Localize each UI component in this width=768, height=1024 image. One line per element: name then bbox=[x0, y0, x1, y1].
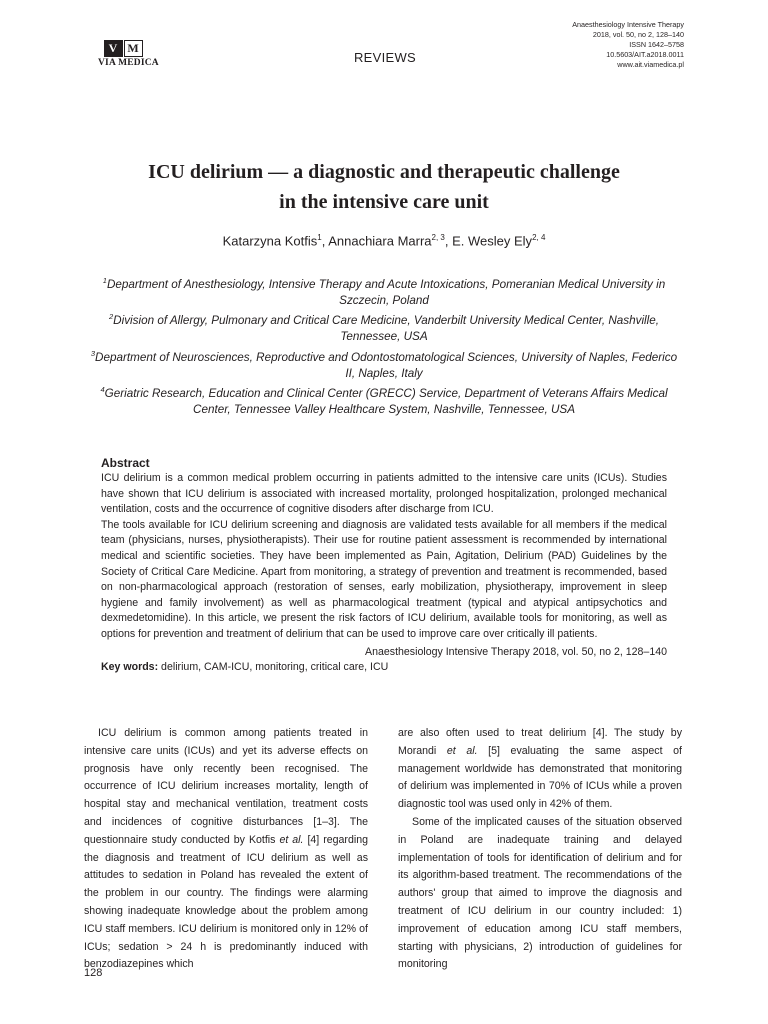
affiliation-text: Department of Neurosciences, Reproductive and Odontostomatological Sciences, University of Naples, Federico II, Naples, Italy bbox=[95, 350, 678, 380]
affiliation-text: Division of Allergy, Pulmonary and Critical Care Medicine, Vanderbilt University Medical Center, Nashville, Tennessee, USA bbox=[113, 314, 660, 344]
affiliation-item bbox=[86, 273, 682, 309]
journal-volume: 2018, vol. 50, no 2, 128–140 bbox=[592, 30, 684, 39]
author-affil-sup: 2, 3 bbox=[431, 233, 445, 242]
body-column-left bbox=[84, 725, 368, 974]
abstract-block bbox=[101, 455, 667, 676]
affiliation-item bbox=[86, 346, 682, 382]
logo-mark bbox=[98, 40, 148, 57]
body-paragraph: Some of the implicated causes of the situation observed in Poland are inadequate training and delayed implementation of tools for identification of delirium and for its algorithm-based treatment. The recommendations of the authors' group that aimed to improve the diagnosis and treatment of ICU delirium in our country included: 1) improvement of education among ICU staff members, starting with physicians, 2) introduction of guidelines for monitoring bbox=[398, 815, 682, 971]
journal-issn: ISSN 1642–5758 bbox=[629, 40, 684, 49]
body-text: are also often used to treat delirium [4]. The study by Morandi bbox=[398, 727, 682, 757]
affiliation-sup: 3 bbox=[90, 348, 96, 358]
affiliation-item bbox=[86, 382, 682, 418]
page-number: 128 bbox=[84, 967, 103, 979]
body-text: [4] regarding the diagnosis and treatment of ICU delirium as well as attitudes to sedation in Poland has revealed the extent of the problem in our country. The findings were alarming showing inadequate knowledge about the problem among ICU staff members. ICU delirium is monitored only in 12% of ICUs; sedation > 24 h is predominantly induced with benzodiazepines which bbox=[84, 833, 368, 971]
author-affil-sup: 2, 4 bbox=[532, 233, 546, 242]
affiliation-text: Geriatric Research, Education and Clinical Center (GRECC) Service, Department of Veterans Affairs Medical Center, Tennessee Valley Healthcare System, Nashville, Tennessee, USA bbox=[104, 386, 668, 416]
body-paragraph bbox=[398, 725, 682, 814]
title-line-1: ICU delirium — a diagnostic and therapeutic challenge bbox=[148, 161, 620, 183]
body-text: ICU delirium is common among patients treated in intensive care units (ICUs) and yet its adverse effects on prognosis have only recently been recognised. The occurrence of ICU delirium increases mortality, length of hospital stay and mechanical ventilation, treatment costs and incidences of cognitive disturbances [1–3]. The questionnaire study conducted by Kotfis bbox=[84, 727, 368, 846]
article-title bbox=[80, 157, 688, 217]
body-italic: et al. bbox=[279, 833, 304, 846]
abstract-paragraph-1: ICU delirium is a common medical problem occurring in patients admitted to the intensive care units (ICUs). Studies have shown that ICU delirium is associated with increased mortality, prolonged hospitalization, prolonged mechanical ventilation, costs and the occurrence of cognitive disoders after discharge from ICU. bbox=[101, 472, 667, 516]
logo-letter-v: V bbox=[104, 40, 123, 57]
author-name: E. Wesley Ely bbox=[452, 233, 533, 249]
author-name: Katarzyna Kotfis bbox=[222, 233, 318, 249]
journal-name: Anaesthesiology Intensive Therapy bbox=[572, 20, 684, 29]
journal-info bbox=[572, 20, 684, 70]
keywords-label: Key words: bbox=[101, 661, 159, 674]
body-text: [5] evaluating the same aspect of management worldwide has demonstrated that monitoring of delirium was implemented in 70% of ICUs while a proven diagnostic tool was used only in 42% of them. bbox=[398, 744, 683, 811]
body-italic: et al. bbox=[446, 744, 478, 757]
journal-doi: 10.5603/AIT.a2018.0011 bbox=[606, 50, 684, 59]
abstract-citation: Anaesthesiology Intensive Therapy 2018, vol. 50, no 2, 128–140 bbox=[365, 645, 667, 658]
body-column-right bbox=[398, 725, 682, 974]
abstract-heading: Abstract bbox=[101, 456, 150, 470]
abstract-paragraph-2: The tools available for ICU delirium screening and diagnosis are validated tests available for all members if the medical team (physicians, nurses, physiotherapists). Their use for routine patient assessment is recommended by international medical and scientific societies. They have been implemented as Pain, Agitation, Delirium (PAD) Guidelines by the Society of Critical Care Medicine. Apart from monitoring, a strategy of prevention and treatment is recommended, based on non-pharmacological approach (restoration of senses, early mobilization, physiotherapy, improvement in sleep hygiene and family involvement) as well as pharmacological treatment (typical and atypical antipsychotics and dexmedetomidine). In this article, we present the risk factors of ICU delirium, available tools for monitoring, as well as options for prevention and treatment of delirium that can be used to improve care over critically ill patients. bbox=[101, 518, 667, 640]
section-label: REVIEWS bbox=[353, 50, 417, 65]
author-separator: , bbox=[444, 233, 453, 249]
affiliation-sup: 4 bbox=[100, 384, 105, 394]
author-separator: , bbox=[321, 233, 329, 249]
affiliation-item bbox=[86, 309, 682, 345]
logo-text: VIA MEDICA bbox=[98, 58, 159, 68]
author-list bbox=[80, 233, 688, 248]
author-name: Annachiara Marra bbox=[328, 233, 432, 249]
logo-letter-m: M bbox=[124, 40, 143, 57]
keywords-values: delirium, CAM-ICU, monitoring, critical care, ICU bbox=[158, 661, 389, 674]
keywords-line bbox=[101, 660, 667, 676]
publisher-logo bbox=[98, 40, 159, 68]
affiliation-text: Department of Anesthesiology, Intensive Therapy and Acute Intoxications, Pomeranian Medical University in Szczecin, Poland bbox=[106, 277, 666, 308]
affiliation-sup: 2 bbox=[108, 312, 114, 322]
journal-url[interactable]: www.ait.viamedica.pl bbox=[617, 60, 684, 69]
affiliation-sup: 1 bbox=[102, 276, 107, 285]
affiliation-list bbox=[86, 273, 682, 418]
author-affil-sup: 1 bbox=[317, 233, 322, 242]
title-line-2: in the intensive care unit bbox=[279, 191, 489, 213]
body-paragraph bbox=[84, 725, 368, 974]
